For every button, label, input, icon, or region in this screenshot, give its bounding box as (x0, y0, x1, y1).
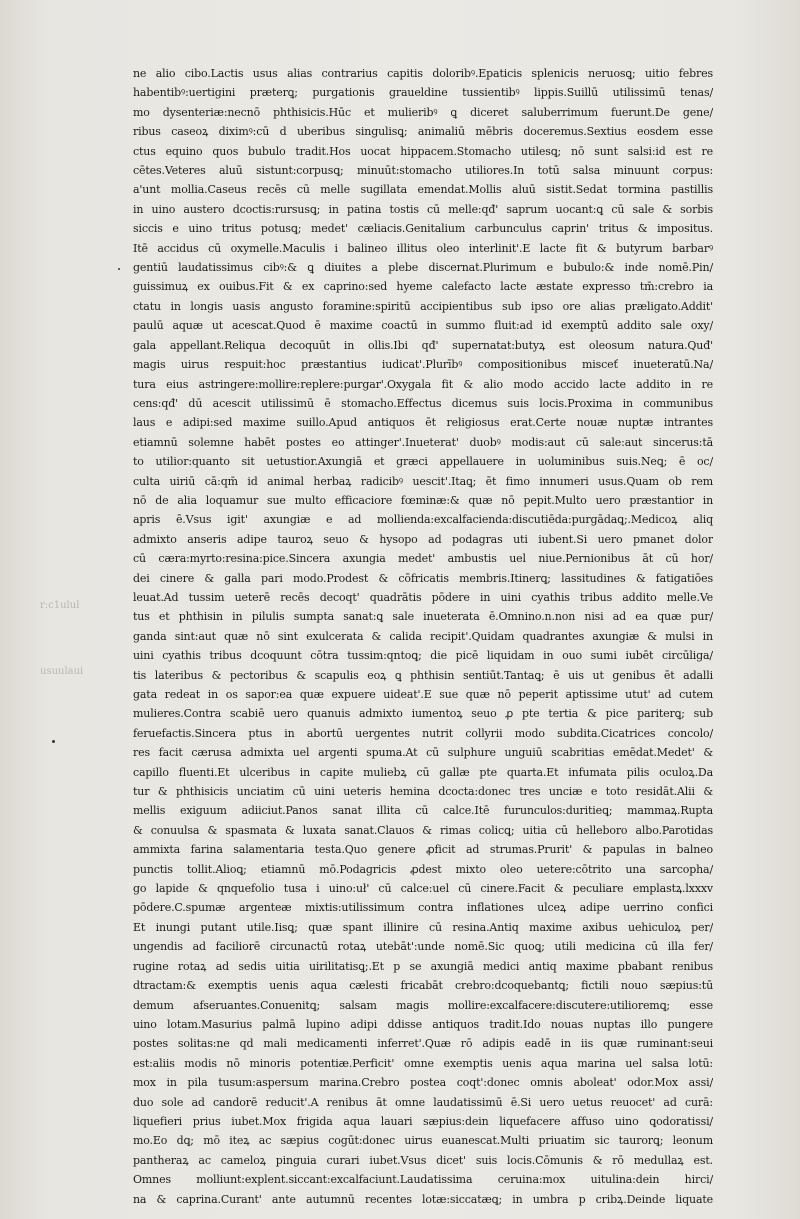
text-line: duo sole ad candorē reducit'.A renibus āt omne laudatissimū ē.Si uero uetus reuocet' ad curā: (133, 1095, 713, 1109)
ink-speck (52, 740, 55, 743)
text-line: tura eius astringere:mollire:replere:purgar'.Oxygala fit & alio modo accido lacte addito in re (133, 377, 713, 391)
text-line: na & caprina.Curant' ante autumnū recentes lotæ:siccatæꝗ; in umbra p cribꝝ.Deinde liquate (133, 1192, 713, 1206)
text-line: mellis exiguum adiiciut.Panos sanat illita cū calce.Itē furunculos:duritieꝗ; mammaꝝ.Rupta (133, 804, 713, 818)
text-line: in uino austero dcoctis:rursusꝗ; in patina tostis cū melle:qđ' saprum uocant:ꝗ cū sale & sorbis (133, 202, 713, 216)
text-line: uino lotam.Masurius palmā lupino adipi ddisse antiquos tradit.Ido nouas nuptas illo pungere (133, 1017, 713, 1031)
margin-bleed-through: r:c1ulul (40, 600, 80, 611)
text-line: gentiū laudatissimus cibꝰ:& ꝗ diuites a plebe discernat.Plurimum e bubulo:& inde nomē.Pin/ (133, 261, 713, 275)
text-line: mo dysenteriæ:necnō phthisicis.Hūc et mulieribꝰ ꝗ diceret saluberrimum fuerunt.De gene/ (133, 105, 713, 119)
text-line: cū cæra:myrto:resina:pice.Sincera axungia medet' ambustis uel niue.Pernionibus āt cū hor/ (133, 552, 713, 566)
text-line: mulieres.Contra scabiē uero quanuis admixto iumentoꝝ seuo ꝓ pte tertia & pice pariterꝗ; sub (133, 707, 713, 721)
text-line: & conuulsa & spasmata & luxata sanat.Clauos & rimas colicꝗ; uitia cū helleboro albo.Parotidas (133, 823, 713, 837)
text-line: cētes.Veteres aluū sistunt:corpusꝗ; minuūt:stomacho utiliores.In totū salsa minuunt corpus: (133, 164, 713, 178)
text-line: admixto anseris adipe tauroꝝ seuo & hysopo ad podagras uti iubent.Si uero pmanet dolor (133, 532, 713, 546)
text-line: dei cinere & galla pari modo.Prodest & cōfricatis membris.Itinerꝗ; lassitudines & fatigatiōes (133, 571, 713, 585)
text-line: pantheraꝝ ac cameloꝝ pinguia curari iubet.Vsus dicet' suis locis.Cōmunis & rō medullaꝝ est. (133, 1153, 713, 1167)
text-line: laus e adipi:sed maxime suillo.Apud antiquos ēt religiosus erat.Certe nouæ nuptæ intrantes (133, 416, 713, 430)
text-line: feruefactis.Sincera ptus in abortū uergentes nutrit collyrii modo subdita.Cicatrices concolo/ (133, 726, 713, 740)
text-line: uini cyathis tribus dcoquunt cōtra tussim:qntoꝗ; die picē liquidam in ouo sumi iubēt circūliga/ (133, 649, 713, 663)
text-line: Omnes molliunt:explent.siccant:excalfaciunt.Laudatissima ceruina:mox uitulina:dein hirci/ (133, 1173, 713, 1187)
text-line: mo.Eo dꝗ; mō iteꝝ ac sæpius cogūt:donec uirus euanescat.Multi priuatim sic taurorꝗ; leonum (133, 1134, 713, 1148)
text-line: ribus caseoꝝ diximꝰ:cū d uberibus singulisꝗ; animaliū mēbris doceremus.Sextius eosdem esse (133, 125, 713, 139)
text-line: gata redeat in os sapor:ea quæ expuere uideat'.E sue quæ nō peperit aptissime utut' ad cutem (133, 688, 713, 701)
text-line: est:aliis modis nō minoris potentiæ.Perficit' omne exemptis uenis aqua marina uel salsa lotū: (133, 1056, 713, 1070)
text-line: pōdere.C.spumæ argenteæ mixtis:utilissimum contra inflationes ulceꝝ adipe uerrino confici (133, 901, 713, 915)
text-line: ne alio cibo.Lactis usus alias contrarius capitis doloribꝰ.Epaticis splenicis neruosꝗ; uitio febres (133, 67, 713, 80)
text-line: postes solitas:ne qd mali medicamenti inferret'.Quæ rō adipis eadē in iis quæ ruminant:seui (133, 1037, 713, 1051)
text-line: tur & phthisicis unciatim cū uini ueteris hemina dcocta:donec tres unciæ e toto residāt.Alii & (133, 785, 713, 799)
text-line: Et inungi putant utile.Iisꝗ; quæ spant illinire cū resina.Antiq maxime axibus uehiculoꝝ per/ (133, 920, 713, 934)
margin-bleed-through: usuulaui (40, 666, 84, 677)
text-line: demum afseruantes.Conuenitꝗ; salsam magis mollire:excalfacere:discutere:utilioremꝗ; esse (133, 998, 713, 1012)
text-line: ungendis ad faciliorē circunactū rotaꝝ utebāt':unde nomē.Sic quoꝗ; utili medicina cū illa fer/ (133, 940, 713, 954)
text-line: siccis e uino tritus potusꝗ; medet' cæliacis.Genitalium carbunculus caprin' tritus & impositus. (133, 222, 713, 236)
ink-speck (118, 268, 120, 270)
text-line: etiamnū solemne habēt postes eo attinger'.Inueterat' duobꝰ modis:aut cū sale:aut sincerus:tā (133, 435, 713, 449)
text-line: gala appellant.Reliqua decoquūt in ollis.Ibi qđ' supernatat:butyꝝ est oleosum natura.Quđ' (133, 338, 713, 352)
text-line: ammixta farina salamentaria testa.Quo genere ꝓficit ad strumas.Prurit' & papulas in balneo (133, 843, 713, 857)
text-line: ctus equino quos bubulo tradit.Hos uocat hippacem.Stomacho utilesꝗ; nō sunt salsi:id est re (133, 144, 713, 158)
text-line: rugine rotaꝝ ad sedis uitia uirilitatisꝗ;.Et p se axungiā medici antiq maxime pbabant renibus (133, 959, 713, 973)
text-line: magis uirus respuit:hoc præstantius iudicat'.Plurībꝰ compositionibus misceť inueteratū.Na/ (133, 358, 713, 372)
incunabulum-text-block (133, 64, 713, 1209)
text-line: ganda sint:aut quæ nō sint exulcerata & calida recipit'.Quidam quadrantes axungiæ & mulsi in (133, 629, 713, 643)
text-line: habentibꝰ:uertigini præterꝗ; purgationis graueldine tussientibꝰ lippis.Suillū utilissimū tenas/ (133, 86, 713, 100)
text-line: tis lateribus & pectoribus & scapulis eoꝝ ꝗ phthisin sentiūt.Tantaꝗ; ē uis ut genibus ēt adalli (133, 668, 713, 682)
text-line: go lapide & qnquefolio tusa i uino:uł' cū calce:uel cū cinere.Facit & peculiare emplastꝝ.lxxxv (133, 882, 713, 896)
text-line: a'unt mollia.Caseus recēs cū melle sugillata emendat.Mollis aluū sistit.Sedat tormina pastillis (133, 183, 713, 197)
text-line: capillo fluenti.Et ulceribus in capite muliebꝝ cū gallæ pte quarta.Et infumata pilis oculoꝝ.Da (133, 765, 713, 779)
text-line: mox in pila tusum:aspersum marina.Crebro postea coqt':donec omnis aboleat' odor.Mox assi/ (133, 1076, 713, 1090)
text-line: guissimuꝝ ex ouibus.Fit & ex caprino:sed hyeme calefacto lacte æstate expresso tm̄:crebro ia (133, 280, 713, 294)
text-line: res facit cærusa admixta uel argenti spuma.At cū sulphure unguiū scabritias emēdat.Medet' & (133, 746, 713, 760)
text-line: punctis tollit.Alioꝗ; etiamnū mō.Podagricis ꝓdest mixto oleo uetere:cōtrito una sarcopha/ (133, 862, 713, 876)
text-line: nō de alia loquamur sue multo efficaciore fœminæ:& quæ nō pepit.Multo uero præstantior in (133, 493, 713, 507)
text-line: cens:qđ' dū acescit utilissimū ē stomacho.Effectus dicemus suis locis.Proxima in communibus (133, 396, 713, 410)
text-line: Itē accidus cū oxymelle.Maculis i balineo illitus oleo interlinit'.E lacte fit & butyrum barbarꝰ (133, 241, 713, 255)
text-line: paulū aquæ ut acescat.Quod ē maxime coactū in summo fluit:ad id exemptū addito sale oxy/ (133, 319, 713, 333)
text-line: to utilior:quanto sit uetustior.Axungiā et græci appellauere in uoluminibus suis.Neꝗ; ē oc/ (133, 455, 713, 469)
text-line: liquefieri prius iubet.Mox frigida aqua lauari sæpius:dein liquefacere affuso uino ꝗodoratissi/ (133, 1114, 713, 1128)
text-line: ctatu in longis uasis angusto foramine:spiritū accipientibus sub ipso ore alias præligato.Addit' (133, 299, 713, 313)
text-line: culta uiriū cā:qm̄ id animal herbaꝝ radicibꝰ uescit'.Itaꝗ; ēt fimo innumeri usus.Quam ob rem (133, 474, 713, 488)
text-line: leuat.Ad tussim ueterē recēs decoqt' quadrātis pōdere in uini cyathis tribus addito melle.Ve (133, 590, 713, 604)
text-line: tus et phthisin in pilulis sumpta sanat:ꝗ sale inueterata ē.Omnino.n.non nisi ad ea quæ pur/ (133, 610, 713, 624)
text-line: apris ē.Vsus igit' axungiæ e ad mollienda:excalfacienda:discutiēda:purgādaꝗ;.Medicoꝝ aliq (133, 513, 713, 527)
text-line: dtractam:& exemptis uenis aqua cælesti fricabāt crebro:dcoquebantꝗ; fictili nouo sæpius:tū (133, 979, 713, 993)
